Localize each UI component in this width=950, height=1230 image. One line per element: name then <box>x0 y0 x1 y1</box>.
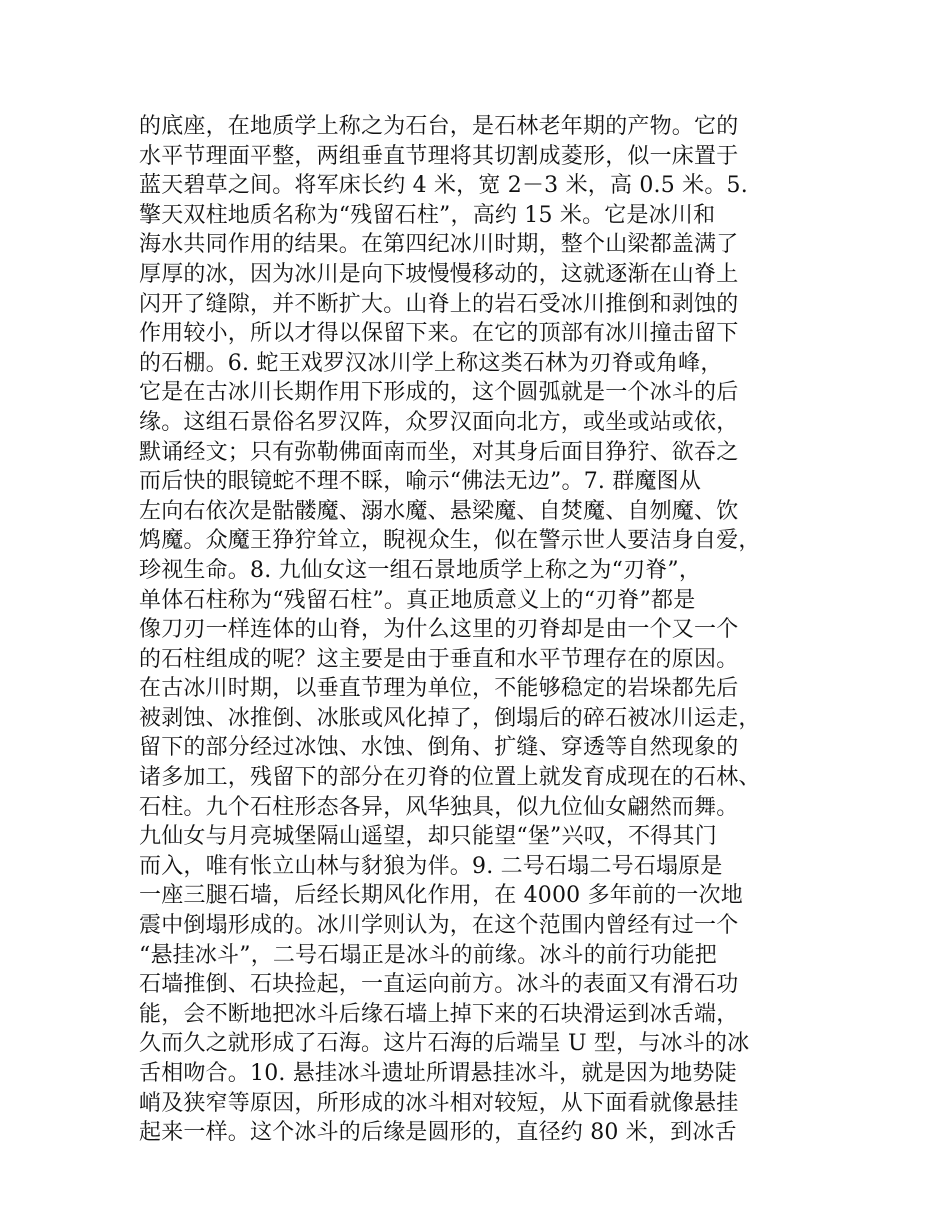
text-line: 久而久之就形成了石海。这片石海的后端呈 U 型，与冰斗的冰 <box>139 1031 750 1057</box>
body-text <box>139 112 819 1148</box>
text-line: 左向右依次是骷髅魔、溺水魔、悬梁魔、自焚魔、自刎魔、饮 <box>139 498 739 524</box>
text-line: 水平节理面平整，两组垂直节理将其切割成菱形，似一床置于 <box>139 143 739 169</box>
text-line: 闪开了缝隙，并不断扩大。山脊上的岩石受冰川推倒和剥蚀的 <box>139 291 739 317</box>
text-line: 石墙推倒、石块捡起，一直运向前方。冰斗的表面又有滑石功 <box>139 972 739 998</box>
text-line: 九仙女与月亮城堡隔山遥望，却只能望“堡”兴叹，不得其门 <box>139 824 717 850</box>
text-line: 峭及狭窄等原因，所形成的冰斗相对较短，从下面看就像悬挂 <box>139 1090 739 1116</box>
text-line: 舌相吻合。10. 悬挂冰斗遗址所谓悬挂冰斗，就是因为地势陡 <box>139 1061 737 1086</box>
text-line: 震中倒塌形成的。冰川学则认为，在这个范围内曾经有过一个 <box>139 913 739 939</box>
text-line: 缘。这组石景俗名罗汉阵，众罗汉面向北方，或坐或站或依， <box>139 409 739 435</box>
text-line: 蓝天碧草之间。将军床长约 4 米，宽 2－3 米，高 0.5 米。5. <box>139 173 748 199</box>
text-line: 单体石柱称为“残留石柱”。真正地质意义上的“刃脊”都是 <box>139 587 696 613</box>
text-line: 作用较小，所以才得以保留下来。在它的顶部有冰川撞击留下 <box>139 321 739 347</box>
text-line: 而入，唯有怅立山林与豺狼为伴。9. 二号石塌二号石塌原是 <box>139 853 723 879</box>
text-line: 石柱。九个石柱形态各异，风华独具，似九位仙女翩然而舞。 <box>139 794 739 820</box>
text-line: 被剥蚀、冰推倒、冰胀或风化掉了，倒塌后的碎石被冰川运走， <box>139 705 761 731</box>
text-line: 珍视生命。8. 九仙女这一组石景地质学上称之为“刃脊”， <box>139 557 702 583</box>
text-line: 而后快的眼镜蛇不理不睬，喻示“佛法无边”。7. 群魔图从 <box>139 469 702 495</box>
text-line: 擎天双柱地质名称为“残留石柱”，高约 15 米。它是冰川和 <box>139 202 716 228</box>
text-line: 在古冰川时期，以垂直节理为单位，不能够稳定的岩垛都先后 <box>139 676 739 702</box>
text-line: 鸩魔。众魔王狰狞耸立，睨视众生，似在警示世人要洁身自爱， <box>139 528 761 554</box>
text-line: 一座三腿石墙，后经长期风化作用，在 4000 多年前的一次地 <box>139 883 743 909</box>
text-line: 能，会不断地把冰斗后缘石墙上掉下来的石块滑运到冰舌端， <box>139 1001 739 1027</box>
text-line: “悬挂冰斗”，二号石塌正是冰斗的前缘。冰斗的前行功能把 <box>139 942 717 968</box>
text-line: 它是在古冰川长期作用下形成的，这个圆弧就是一个冰斗的后 <box>139 380 739 406</box>
text-line: 诸多加工，残留下的部分在刃脊的位置上就发育成现在的石林、 <box>139 765 761 791</box>
text-line: 海水共同作用的结果。在第四纪冰川时期，整个山梁都盖满了 <box>139 232 739 258</box>
text-line: 起来一样。这个冰斗的后缘是圆形的，直径约 80 米，到冰舌 <box>139 1120 737 1146</box>
text-line: 默诵经文；只有弥勒佛面南而坐，对其身后面目狰狞、欲吞之 <box>139 439 739 465</box>
text-line: 的底座，在地质学上称之为石台，是石林老年期的产物。它的 <box>139 114 739 139</box>
text-line: 的石柱组成的呢？这主要是由于垂直和水平节理存在的原因。 <box>139 646 739 672</box>
text-line: 像刀刃一样连体的山脊，为什么这里的刃脊却是由一个又一个 <box>139 617 739 643</box>
text-line: 厚厚的冰，因为冰川是向下坡慢慢移动的，这就逐渐在山脊上 <box>139 261 739 287</box>
text-line: 的石棚。6. 蛇王戏罗汉冰川学上称这类石林为刃脊或角峰， <box>139 350 723 376</box>
text-line: 留下的部分经过冰蚀、水蚀、倒角、扩缝、穿透等自然现象的 <box>139 735 739 761</box>
